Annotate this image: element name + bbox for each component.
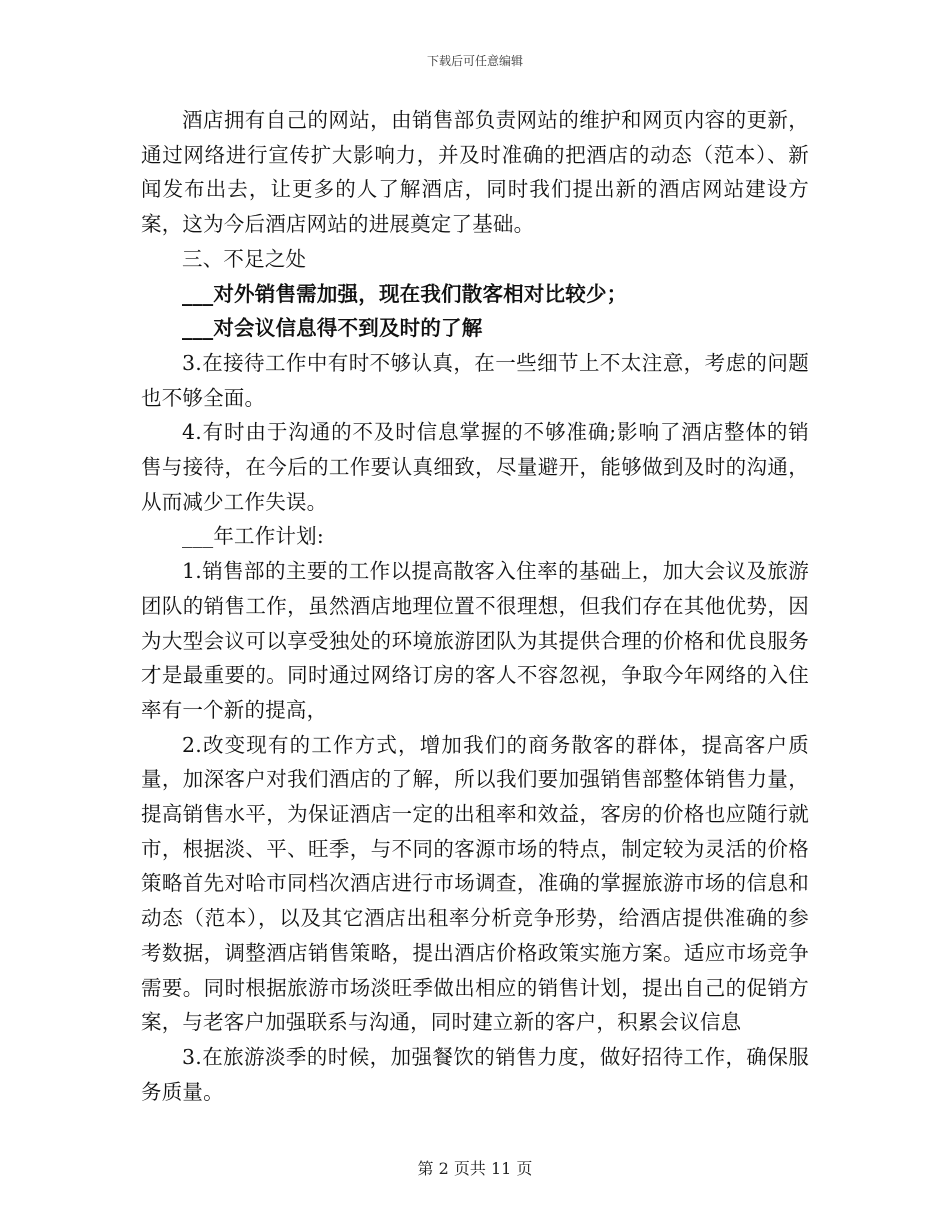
shortcoming-item-1: ___对外销售需加强，现在我们散客相对比较少； — [182, 281, 628, 306]
plan-item-2: 2.改变现有的工作方式，增加我们的商务散客的群体，提高客户质量，加深客户对我们酒店的了解，所以我们要加强销售部整体销售力量，提高销售水平，为保证酒店一定的出租率和效益，客房的价格也应随行就市，根据淡、平、旺季，与不同的客源市场的特点，制定较为灵活的价格策略首先对哈市同档次酒店进行市场调查，准确的掌握旅游市场的信息和动态（范本），以及其它酒店出租率分析竞争形势，给酒店提供准确的参考数据，调整酒店销售策略，提出酒店价格政策实施方案。适应市场竞争需要。同时根据旅游市场淡旺季做出相应的销售计划，提出自己的促销方案，与老客户加强联系与沟通，同时建立新的客户，积累会议信息 — [141, 732, 809, 1035]
plan-item-3: 3.在旅游淡季的时候，加强餐饮的销售力度，做好招待工作，确保服务质量。 — [141, 1044, 809, 1104]
paragraph-website: 酒店拥有自己的网站，由销售部负责网站的维护和网页内容的更新，通过网络进行宣传扩大影响力，并及时准确的把酒店的动态（范本）、新闻发布出去，让更多的人了解酒店，同时我们提出新的酒店网站建设方案，这为今后酒店网站的进展奠定了基础。 — [141, 108, 809, 237]
section-heading-shortcomings: 三、不足之处 — [182, 246, 307, 271]
shortcoming-item-4: 4.有时由于沟通的不及时信息掌握的不够准确;影响了酒店整体的销售与接待，在今后的工作要认真细致，尽量避开，能够做到及时的沟通，从而减少工作失误。 — [141, 420, 809, 514]
shortcoming-item-3: 3.在接待工作中有时不够认真，在一些细节上不太注意，考虑的问题也不够全面。 — [141, 350, 809, 410]
section-heading-work-plan: ___年工作计划: — [182, 524, 324, 549]
page-footer: 第 2 页共 11 页 — [417, 1159, 533, 1178]
plan-item-1: 1.销售部的主要的工作以提高散客入住率的基础上，加大会议及旅游团队的销售工作，虽然酒店地理位置不很理想，但我们存在其他优势，因为大型会议可以享受独处的环境旅游团队为其提供合理的价格和优良服务才是最重要的。同时通过网络订房的客人不容忽视，争取今年网络的入住率有一个新的提高， — [141, 559, 809, 722]
page-header: 下载后可任意编辑 — [426, 54, 523, 68]
shortcoming-item-2: ___对会议信息得不到及时的了解 — [182, 316, 483, 341]
document-body — [141, 103, 809, 1109]
